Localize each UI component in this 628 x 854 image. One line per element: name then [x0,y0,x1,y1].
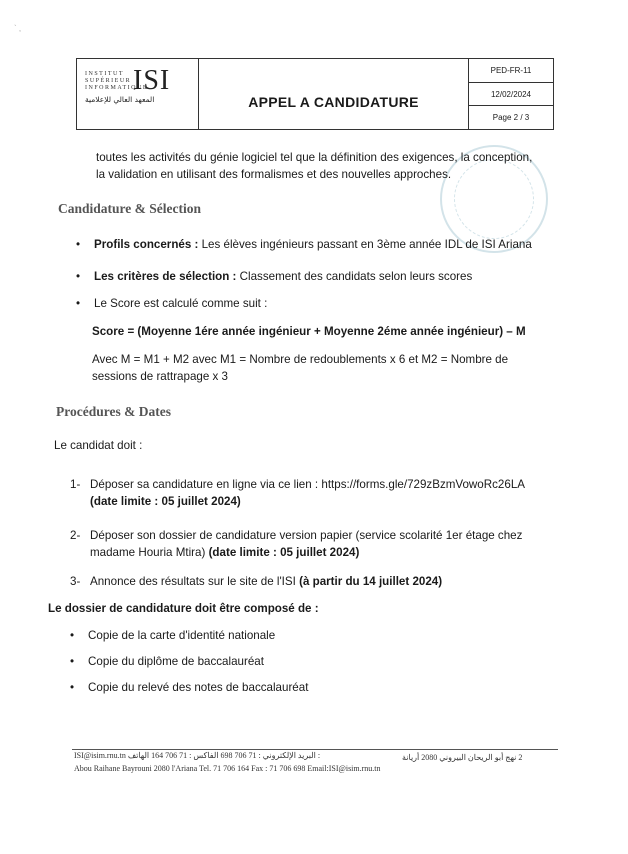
step-1 [70,476,526,493]
profils-label: Profils concernés : [94,238,199,251]
step-3-date: (à partir du 14 juillet 2024) [299,575,443,588]
avec-line-2: sessions de rattrapage x 3 [92,370,228,383]
profils-text: Les élèves ingénieurs passant en 3ème année IDL de ISI Ariana [198,238,532,251]
score-formula: Score = (Moyenne 1ére année ingénieur + Moyenne 2éme année ingénieur) – M [92,325,526,338]
step-2-line-2 [90,544,359,561]
footer-contact-arabic: ISI@isim.rnu.tn البريد الإلكتروني : 71 706 698 الفاكس : 71 706 164 الهاتف : [74,751,321,760]
step-1-text: Déposer sa candidature en ligne via ce lien : https://forms.gle/729zBzmVowoRc26LA [90,478,526,491]
dossier-item [70,627,276,644]
step-number: 2- [70,529,81,542]
criteres-text: Classement des candidats selon leurs scores [236,270,473,283]
section-heading-candidature: Candidature & Sélection [58,201,202,216]
bullet-profils [76,236,532,253]
footer-address-arabic: 2 نهج أبو الريحان البيروني 2080 أريانة [402,753,523,762]
bullet-criteres [76,268,473,285]
footer-contact-latin: Abou Raihane Bayrouni 2080 l'Ariana Tel. 71 706 164 Fax : 71 706 698 Email:ISI@isim.rnu.tn [74,764,381,773]
step-2 [70,527,523,544]
step-2-text: Déposer son dossier de candidature version papier (service scolarité 1er étage chez [90,529,523,542]
bullet-dot: • [76,238,81,251]
step-1-deadline: (date limite : 05 juillet 2024) [90,495,241,508]
bullet-dot: • [70,655,75,668]
bullet-dot: • [70,629,75,642]
document-title: APPEL A CANDIDATURE [199,59,469,129]
bullet-dot: • [76,297,81,310]
criteres-label: Les critères de sélection : [94,270,237,283]
logo-small-text: INSTITUT SUPÉRIEUR INFORMATIQUE [85,71,148,91]
scan-mark: ` , [14,24,22,33]
dossier-item [70,679,309,696]
bullet-score [76,295,268,312]
intro-line-2: la validation en utilisant des formalismes et des nouvelles approches. [96,168,452,181]
score-intro: Le Score est calculé comme suit : [94,297,268,310]
document-header [76,58,554,130]
step-number: 1- [70,478,81,491]
candidat-intro: Le candidat doit : [54,439,143,452]
document-meta [469,59,553,129]
isi-logo [77,59,199,129]
document-code: PED-FR-11 [469,59,553,83]
bullet-dot: • [70,681,75,694]
step-3 [70,573,443,590]
bullet-dot: • [76,270,81,283]
step-3-text: Annonce des résultats sur le site de l'ISI [90,575,300,588]
section-heading-procedures: Procédures & Dates [56,404,171,419]
footer-divider [72,749,558,750]
page-number: Page 2 / 3 [492,113,530,123]
dossier-item-text: Copie du relevé des notes de baccalauréat [88,681,309,694]
logo-big-text: ISI [133,65,171,96]
step-2-text-2: madame Houria Mtira) [90,546,209,559]
dossier-item-text: Copie de la carte d'identité nationale [88,629,276,642]
dossier-heading: Le dossier de candidature doit être composé de : [48,602,319,615]
intro-line-1: toutes les activités du génie logiciel tel que la définition des exigences, la conception, [96,151,533,164]
document-date: 12/02/2024 [469,83,553,107]
step-2-deadline: (date limite : 05 juillet 2024) [208,546,360,559]
dossier-item [70,653,264,670]
dossier-item-text: Copie du diplôme de baccalauréat [88,655,264,668]
step-number: 3- [70,575,81,588]
logo-arabic-text: المعهد العالي للإعلامية [85,95,155,104]
avec-line-1: Avec M = M1 + M2 avec M1 = Nombre de redoublements x 6 et M2 = Nombre de [92,353,509,366]
